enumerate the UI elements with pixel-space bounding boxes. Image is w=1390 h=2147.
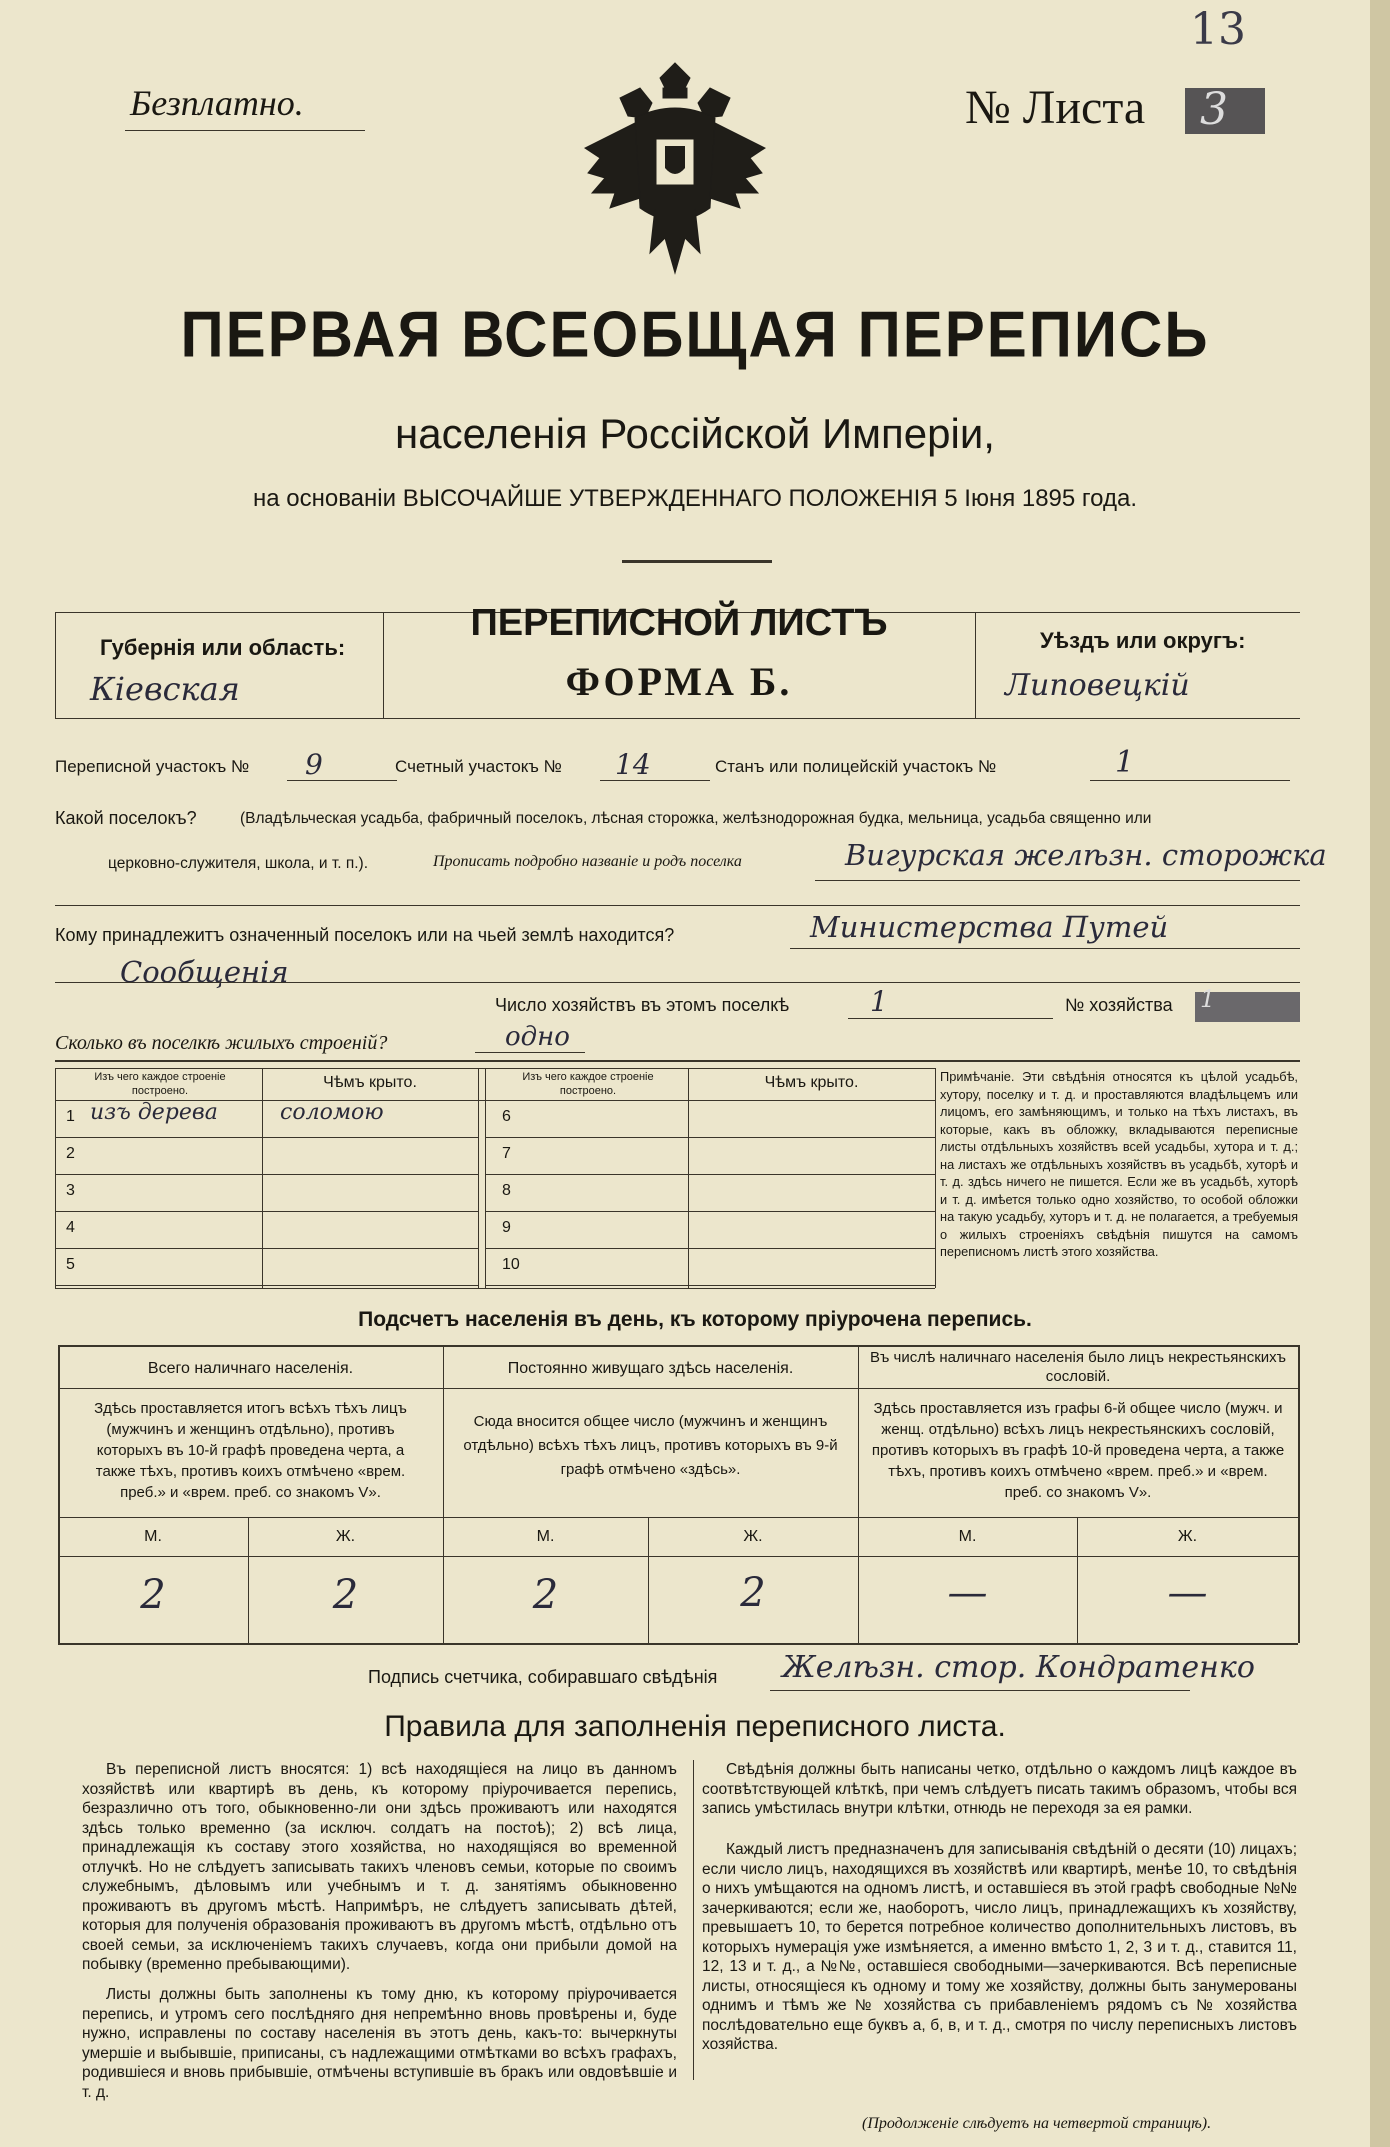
building-roof[interactable]: соломою (280, 1100, 384, 1125)
district-label: Уѣздъ или округъ: (1040, 628, 1246, 653)
households-label: Число хозяйствъ въ этомъ поселкѣ (495, 995, 790, 1015)
col-roof-header-left: Чѣмъ крыто. (323, 1074, 417, 1091)
province-value[interactable]: Кіевская (90, 670, 240, 708)
decree-basis: на основаніи ВЫСОЧАЙШЕ УТВЕРЖДЕННАГО ПОЛОЖЕНІЯ 5 Іюня 1895 года. (252, 485, 1137, 512)
rules-title: Правила для заполненія переписного листа. (384, 1710, 1006, 1743)
col3-f-label: Ж. (1177, 1528, 1198, 1545)
census-section-value[interactable]: 9 (305, 748, 323, 781)
col-roof-header-right: Чѣмъ крыто. (764, 1074, 859, 1091)
count-col1-title: Всего наличнаго населенія. (147, 1360, 354, 1377)
page-title: ПЕРВАЯ ВСЕОБЩАЯ ПЕРЕПИСЬ (180, 298, 1210, 371)
col2-m-value[interactable]: 2 (532, 1572, 559, 1618)
col3-m-value[interactable]: — (947, 1570, 988, 1616)
col3-m-label: М. (958, 1528, 977, 1545)
settlement-hint: (Владѣльческая усадьба, фабричный поселокъ, лѣсная сторожка, желѣзнодорожная будка, мельница, усадьба священно или (240, 810, 1152, 827)
settlement-label: Какой поселокъ? (55, 808, 197, 828)
households-value[interactable]: 1 (870, 985, 888, 1018)
signature-label: Подпись счетчика, собиравшаго свѣдѣнія (368, 1667, 718, 1687)
building-row-number: 10 (502, 1256, 520, 1273)
settlement-value[interactable]: Вигурская желѣзн. сторожка (845, 838, 1327, 872)
sheet-number-value: 3 (1200, 84, 1228, 135)
station-value[interactable]: 1 (1115, 745, 1135, 780)
count-section-label: Счетный участокъ № (395, 757, 562, 776)
building-row-number: 4 (66, 1219, 75, 1236)
col2-f-value[interactable]: 2 (740, 1570, 766, 1616)
rules-right-p1: Свѣдѣнія должны быть написаны четко, отдѣльно о каждомъ лицѣ каждое въ соотвѣтствующей клѣткѣ, при чемъ слѣдуетъ писать такимъ образомъ, чтобы вся запись умѣстилась внутри клѣтки, отнюдь не переходя за ея рамки. (702, 1761, 1297, 1817)
count-col3-desc: Здѣсь проставляется изъ графы 6-й общее число (мужч. и женщ. отдѣльно) всѣхъ лицъ некрестьянскихъ сословій, противъ которыхъ въ графѣ 10-й проведена черта, а также тѣхъ, противъ коихъ отмѣчено «врем. преб.» и «врем. преб. со знакомъ V». (871, 1400, 1285, 1501)
rules-continued: (Продолженіе слѣдуетъ на четвертой страницѣ). (862, 2115, 1212, 2132)
building-row-number: 6 (502, 1108, 511, 1125)
col1-f-value[interactable]: 2 (332, 1572, 359, 1618)
province-label: Губернія или область: (100, 635, 346, 660)
sheet-number-label: № Листа (965, 81, 1146, 134)
building-row-number: 2 (66, 1145, 75, 1162)
rules-left-p2: Листы должны быть заполнены къ тому дню, къ которому пріурочивается перепись, и утромъ сего послѣдняго дня непремѣнно вновь провѣрены и, буде нужно, исправлены по составу населенія въ этотъ день, какъ-то: вычеркнуты умершіе и выбывшіе, приписаны, съ надлежащими отмѣтками во всѣхъ графахъ, родившіеся и вновь прибывшіе, отмѣчены вступившіе въ бракъ или овдовѣвшіе и т. д. (82, 1986, 677, 2101)
building-row-number: 3 (66, 1182, 75, 1199)
building-row-number: 1 (66, 1108, 75, 1125)
district-value[interactable]: Липовецкій (1005, 668, 1190, 703)
rules-right-p2: Каждый листъ предназначенъ для записыванія свѣдѣній о десяти (10) лицахъ; если число лицъ, находящихся въ хозяйствѣ или квартирѣ, менѣе 10, то свѣдѣнія о нихъ умѣщаются на одномъ листѣ, и оставшіеся въ этой графѣ свободные №№ зачеркиваются; если же, наоборотъ, число лицъ, принадлежащихъ къ хозяйству, превышаетъ 10, то берется потребное количество дополнительныхъ листовъ, въ которыхъ нумерація уже измѣняется, а именно вмѣсто 1, 2, 3 и т. д., ставится 11, 12, 13 и т. д., а №№, оставшіеся свободными—зачеркиваются. Всѣ переписные листы, относящіеся къ одному и тому же хозяйству, должны быть занумерованы однимъ и тѣмъ же № хозяйства съ прибавленіемъ рядомъ съ № хозяйства послѣдовательно еще буквъ а, б, в, и т. д., смотря по числу переписныхъ листовъ хозяйства. (702, 1841, 1297, 2053)
col1-f-label: Ж. (335, 1528, 356, 1545)
owner-label: Кому принадлежитъ означенный поселокъ или на чьей землѣ находится? (55, 925, 675, 945)
col-material-header-left: Изъ чего каждое строеніе построено. (94, 1071, 226, 1097)
col1-m-label: М. (144, 1528, 162, 1545)
col-material-header-right: Изъ чего каждое строеніе построено. (522, 1071, 654, 1097)
owner-value[interactable]: Министерства Путей (810, 910, 1169, 944)
settlement-instruction: Прописать подробно названіе и родъ поселка (433, 853, 742, 870)
count-col3-title: Въ числѣ наличнаго населенія было лицъ некрестьянскихъ сословій. (869, 1349, 1287, 1385)
census-section-label: Переписной участокъ № (55, 757, 250, 776)
count-section-value[interactable]: 14 (615, 748, 651, 781)
building-row-number: 8 (502, 1182, 511, 1199)
building-row-number: 9 (502, 1219, 511, 1236)
station-label: Станъ или полицейскій участокъ № (715, 757, 997, 776)
owner-value-2[interactable]: Сообщенія (120, 955, 289, 989)
count-col1-desc: Здѣсь проставляется итогъ всѣхъ тѣхъ лицъ (мужчинъ и женщинъ отдѣльно), противъ которыхъ въ 10-й графѣ проведена черта, а также тѣхъ, противъ коихъ отмѣчено «врем. преб.» и «врем. преб. со знакомъ V». (94, 1400, 407, 1501)
signature-value[interactable]: Желѣзн. стор. Кондратенко (782, 1650, 1255, 1685)
col1-m-value[interactable]: 2 (140, 1572, 166, 1618)
building-row-number: 7 (502, 1145, 511, 1162)
col3-f-value[interactable]: — (1167, 1570, 1208, 1616)
col2-f-label: Ж. (743, 1528, 763, 1545)
imperial-eagle-emblem (580, 58, 770, 283)
household-number-value[interactable]: 1 (1200, 985, 1216, 1013)
form-label: ФОРМА Б. (565, 659, 793, 704)
count-col2-title: Постоянно живущаго здѣсь населенія. (507, 1360, 794, 1377)
note-text: Примѣчаніе. Эти свѣдѣнія относятся къ цѣлой усадьбѣ, хутору, поселку и т. д. и проставляются владѣльцемъ или лицомъ, его замѣняющимъ, и только на тѣхъ листахъ, въ которые, какъ въ обложку, вкладываются переписные листы отдѣльныхъ хозяйствъ всей усадьбы, хутора и т. д.; на листахъ же отдѣльныхъ хозяйствъ въ усадьбѣ, хуторѣ и т. д. здѣсь ничего не пишется. Если же въ усадьбѣ, хуторѣ и т. д. имѣется только одно хозяйство, то особой обложки на такую усадьбу, хуторъ и т. д. не полагается, а требуемыя о жилыхъ строеніяхъ свѣдѣнія пишутся на самомъ переписномъ листѣ этого хозяйства. (940, 1069, 1298, 1259)
rules-left-p1: Въ переписной листъ вносятся: 1) всѣ находящіеся на лицо въ данномъ хозяйствѣ или квартирѣ въ день, къ которому пріурочивается перепись, безразлично отъ того, обыкновенно-ли они здѣсь проживаютъ или находятся здѣсь только временно (за исключ. солдатъ на постоѣ); 2) всѣ лица, принадлежащія къ составу этого хозяйства, но находящіяся во временной отлучкѣ. Но не слѣдуетъ записывать такихъ членовъ семьи, которые по своимъ служебнымъ, дѣловымъ или учебнымъ и т. д. занятіямъ обыкновенно проживаютъ въ другомъ мѣстѣ. Напримѣръ, не слѣдуетъ записывать дѣтей, которыя для полученія образованія проживаютъ въ другомъ мѣстѣ, отдѣльно отъ своей семьи, за исключеніемъ такихъ случаевъ, когда они прибыли домой на побывку (временно пребывающими). (82, 1761, 677, 1973)
household-number-label: № хозяйства (1065, 995, 1173, 1015)
buildings-value[interactable]: одно (505, 1022, 570, 1052)
page-subtitle: населенія Россійской Имперіи, (395, 410, 995, 457)
count-col2-desc: Сюда вносится общее число (мужчинъ и женщинъ отдѣльно) всѣхъ тѣхъ лицъ, противъ которыхъ въ 9-й графѣ отмѣчено «здѣсь». (463, 1413, 838, 1478)
building-material[interactable]: изъ дерева (90, 1100, 218, 1125)
col2-m-label: М. (536, 1528, 555, 1545)
settlement-hint-2: церковно-служителя, школа, и т. п.). (108, 855, 368, 872)
free-label: Безплатно. (130, 83, 304, 123)
form-name: ПЕРЕПИСНОЙ ЛИСТЪ (470, 602, 888, 644)
corner-number: 13 (1190, 4, 1246, 55)
count-heading: Подсчетъ населенія въ день, къ которому пріурочена перепись. (358, 1308, 1032, 1331)
buildings-label: Сколько въ поселкѣ жилыхъ строеній? (55, 1032, 388, 1054)
building-row-number: 5 (66, 1256, 75, 1273)
